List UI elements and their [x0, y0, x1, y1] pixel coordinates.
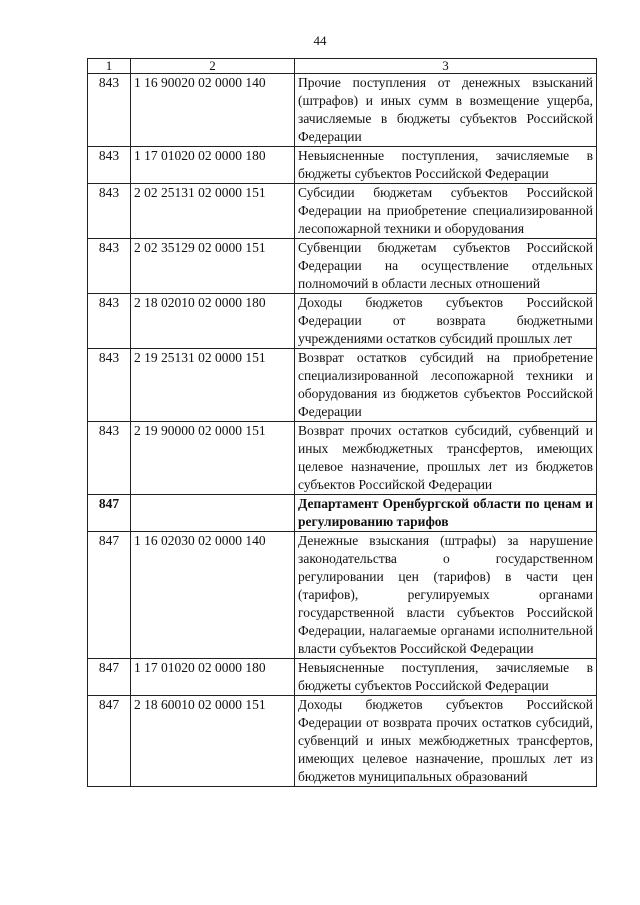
column-header-1: 1: [88, 59, 131, 74]
description-cell: Доходы бюджетов субъектов Российской Федерации от возврата прочих остатков субсидий, субвенций и иных межбюджетных трансфертов, имеющих целевое назначение, прошлых лет из бюджетов муниципальных образований: [295, 696, 597, 787]
table-row: [88, 294, 597, 349]
admin-code-cell: 843: [88, 422, 131, 495]
table-row: [88, 239, 597, 294]
admin-code-cell: 847: [88, 495, 131, 532]
budget-code-cell: 1 17 01020 02 0000 180: [131, 147, 295, 184]
budget-codes-table: [87, 58, 597, 787]
admin-code-cell: 847: [88, 532, 131, 659]
table-row: [88, 349, 597, 422]
department-name-cell: Департамент Оренбургской области по ценам и регулированию тарифов: [295, 495, 597, 532]
admin-code-cell: 843: [88, 147, 131, 184]
table-header-row: [88, 59, 597, 74]
table-row: [88, 532, 597, 659]
table-row: [88, 422, 597, 495]
table-row: [88, 184, 597, 239]
description-cell: Доходы бюджетов субъектов Российской Федерации от возврата бюджетными учреждениями остатков субсидий прошлых лет: [295, 294, 597, 349]
admin-code-cell: 843: [88, 74, 131, 147]
department-heading-row: [88, 495, 597, 532]
budget-code-cell: 1 16 02030 02 0000 140: [131, 532, 295, 659]
budget-code-cell: 2 18 60010 02 0000 151: [131, 696, 295, 787]
admin-code-cell: 847: [88, 659, 131, 696]
description-cell: Возврат прочих остатков субсидий, субвенций и иных межбюджетных трансфертов, имеющих целевое назначение, прошлых лет из бюджетов субъектов Российской Федерации: [295, 422, 597, 495]
description-cell: Невыясненные поступления, зачисляемые в бюджеты субъектов Российской Федерации: [295, 659, 597, 696]
page-number: 44: [313, 33, 327, 48]
admin-code-cell: 843: [88, 239, 131, 294]
table-row: [88, 147, 597, 184]
description-cell: Субсидии бюджетам субъектов Российской Федерации на приобретение специализированной лесопожарной техники и оборудования: [295, 184, 597, 239]
table-row: [88, 74, 597, 147]
table-row: [88, 659, 597, 696]
budget-code-cell: [131, 495, 295, 532]
budget-code-cell: 2 02 35129 02 0000 151: [131, 239, 295, 294]
admin-code-cell: 847: [88, 696, 131, 787]
description-cell: Невыясненные поступления, зачисляемые в бюджеты субъектов Российской Федерации: [295, 147, 597, 184]
budget-code-cell: 1 17 01020 02 0000 180: [131, 659, 295, 696]
admin-code-cell: 843: [88, 294, 131, 349]
description-cell: Возврат остатков субсидий на приобретение специализированной лесопожарной техники и оборудования из бюджетов субъектов Российской Федерации: [295, 349, 597, 422]
budget-code-cell: 2 02 25131 02 0000 151: [131, 184, 295, 239]
description-cell: Субвенции бюджетам субъектов Российской Федерации на осуществление отдельных полномочий в области лесных отношений: [295, 239, 597, 294]
budget-code-cell: 2 19 25131 02 0000 151: [131, 349, 295, 422]
admin-code-cell: 843: [88, 184, 131, 239]
admin-code-cell: 843: [88, 349, 131, 422]
description-cell: Прочие поступления от денежных взысканий (штрафов) и иных сумм в возмещение ущерба, зачисляемые в бюджеты субъектов Российской Федерации: [295, 74, 597, 147]
budget-code-cell: 2 19 90000 02 0000 151: [131, 422, 295, 495]
table-row: [88, 696, 597, 787]
column-header-3: 3: [295, 59, 597, 74]
budget-code-cell: 1 16 90020 02 0000 140: [131, 74, 295, 147]
budget-code-cell: 2 18 02010 02 0000 180: [131, 294, 295, 349]
description-cell: Денежные взыскания (штрафы) за нарушение законодательства о государственном регулировании цен (тарифов) в части цен (тарифов), регулируемых органами государственной власти субъектов Российской Федерации, налагаемые органами исполнительной власти субъектов Российской Федерации: [295, 532, 597, 659]
column-header-2: 2: [131, 59, 295, 74]
